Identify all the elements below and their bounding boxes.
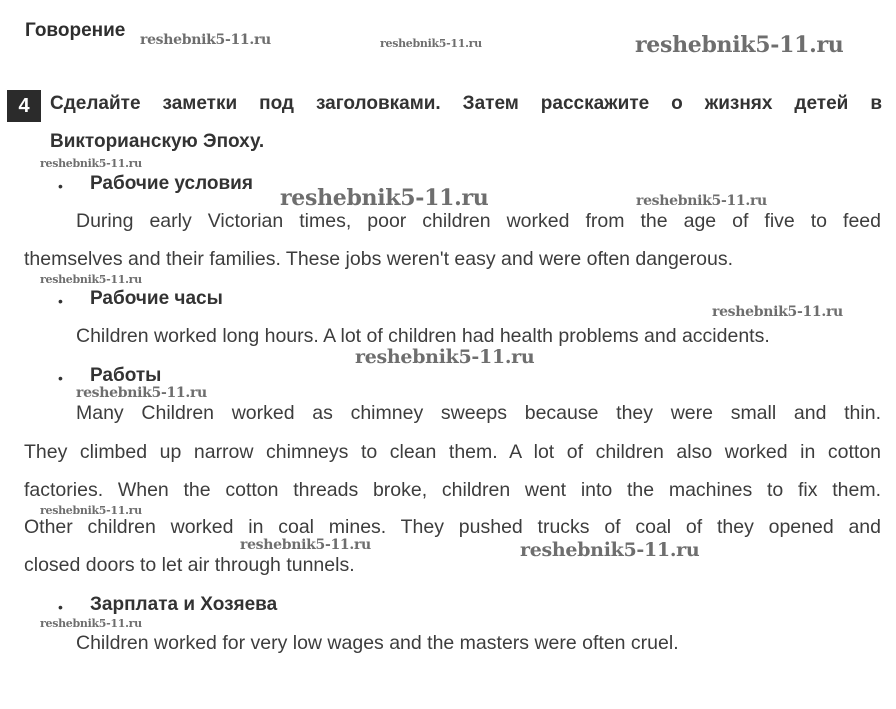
task-number-badge: 4 (7, 90, 41, 122)
paragraph-line: factories. When the cotton threads broke, children went into the machines to fix them. (24, 479, 881, 501)
watermark: reshebnik5-11.ru (76, 385, 207, 401)
watermark: reshebnik5-11.ru (712, 304, 843, 320)
paragraph-line: themselves and their families. These jobs weren't easy and were often dangerous. (24, 248, 734, 270)
watermark: reshebnik5-11.ru (140, 32, 271, 48)
paragraph-line: Many Children worked as chimney sweeps because they were small and thin. (76, 402, 881, 424)
watermark: reshebnik5-11.ru (240, 537, 371, 553)
paragraph-line: They climbed up narrow chimneys to clean them. A lot of children also worked in cotton (24, 441, 881, 463)
watermark: reshebnik5-11.ru (355, 346, 535, 368)
watermark: reshebnik5-11.ru (40, 617, 142, 630)
paragraph-line: Other children worked in coal mines. They pushed trucks of coal of they opened and (24, 516, 881, 538)
task-instruction-line-2: Викторианскую Эпоху. (50, 131, 265, 152)
watermark: reshebnik5-11.ru (40, 273, 142, 286)
bullet-icon: • (58, 370, 63, 386)
watermark: reshebnik5-11.ru (40, 504, 142, 517)
watermark: reshebnik5-11.ru (280, 185, 489, 211)
heading-jobs: Работы (90, 365, 162, 386)
watermark: reshebnik5-11.ru (520, 539, 700, 561)
bullet-icon: • (58, 178, 63, 194)
heading-working-conditions: Рабочие условия (90, 173, 253, 194)
paragraph-line: During early Victorian times, poor children worked from the age of five to feed (76, 210, 881, 232)
bullet-icon: • (58, 599, 63, 615)
watermark: reshebnik5-11.ru (40, 157, 142, 170)
section-title: Говорение (25, 20, 126, 41)
paragraph-line: closed doors to let air through tunnels. (24, 554, 355, 576)
watermark: reshebnik5-11.ru (636, 193, 767, 209)
watermark: reshebnik5-11.ru (635, 32, 844, 58)
paragraph-line: Children worked long hours. A lot of children had health problems and accidents. (76, 325, 770, 347)
bullet-icon: • (58, 293, 63, 309)
heading-wages-and-masters: Зарплата и Хозяева (90, 594, 278, 615)
task-instruction-line-1: Сделайте заметки под заголовками. Затем расскажите о жизнях детей в (50, 93, 882, 114)
watermark: reshebnik5-11.ru (380, 37, 482, 50)
heading-working-hours: Рабочие часы (90, 288, 223, 309)
paragraph-line: Children worked for very low wages and the masters were often cruel. (76, 632, 679, 654)
